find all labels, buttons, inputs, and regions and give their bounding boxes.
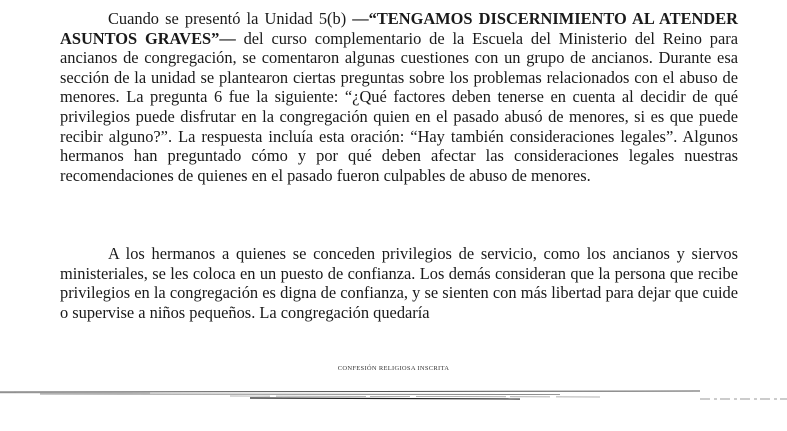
- footer-rule: [0, 380, 787, 410]
- footer-label: CONFESIÓN RELIGIOSA INSCRITA: [337, 365, 450, 372]
- paragraph-1-emphasis: —“TENGAMOS DISCERNIMIENTO AL ATENDER ASUNTOS GRAVES”—: [60, 9, 738, 48]
- paragraph-1-body: del curso complementario de la Escuela del Ministerio del Reino para ancianos de congregación, se comentaron algunas cuestiones con un grupo de ancianos. Durante esa sección de la unidad se plantearon ciertas preguntas sobre los problemas relacionados con el abuso de menores. La pregunta 6 fue la siguiente: “¿Qué factores deben tenerse en cuenta al decidir de qué privilegios puede disfrutar en la congregación quien en el pasado abusó de menores, si es que puede recibir alguno?”. La respuesta incluía esta oración: “Hay también consideraciones legales”. Algunos hermanos han preguntado cómo y por qué deben afectar las consideraciones legales nuestras recomendaciones de quienes en el pasado fueron culpables de abuso de menores.: [60, 28, 738, 185]
- paragraph-2: [60, 244, 738, 322]
- paragraph-1-intro: Cuando se presentó la Unidad 5(b): [108, 9, 353, 28]
- paragraph-2-text: A los hermanos a quienes se conceden privilegios de servicio, como los ancianos y siervos ministeriales, se les coloca en un puesto de confianza. Los demás consideran que la persona que recibe privilegios en la congregación es digna de confianza, y se sienten con más libertad para dejar que cuide o supervise a niños pequeños. La congregación quedaría: [60, 244, 738, 322]
- paragraph-1: [60, 9, 738, 185]
